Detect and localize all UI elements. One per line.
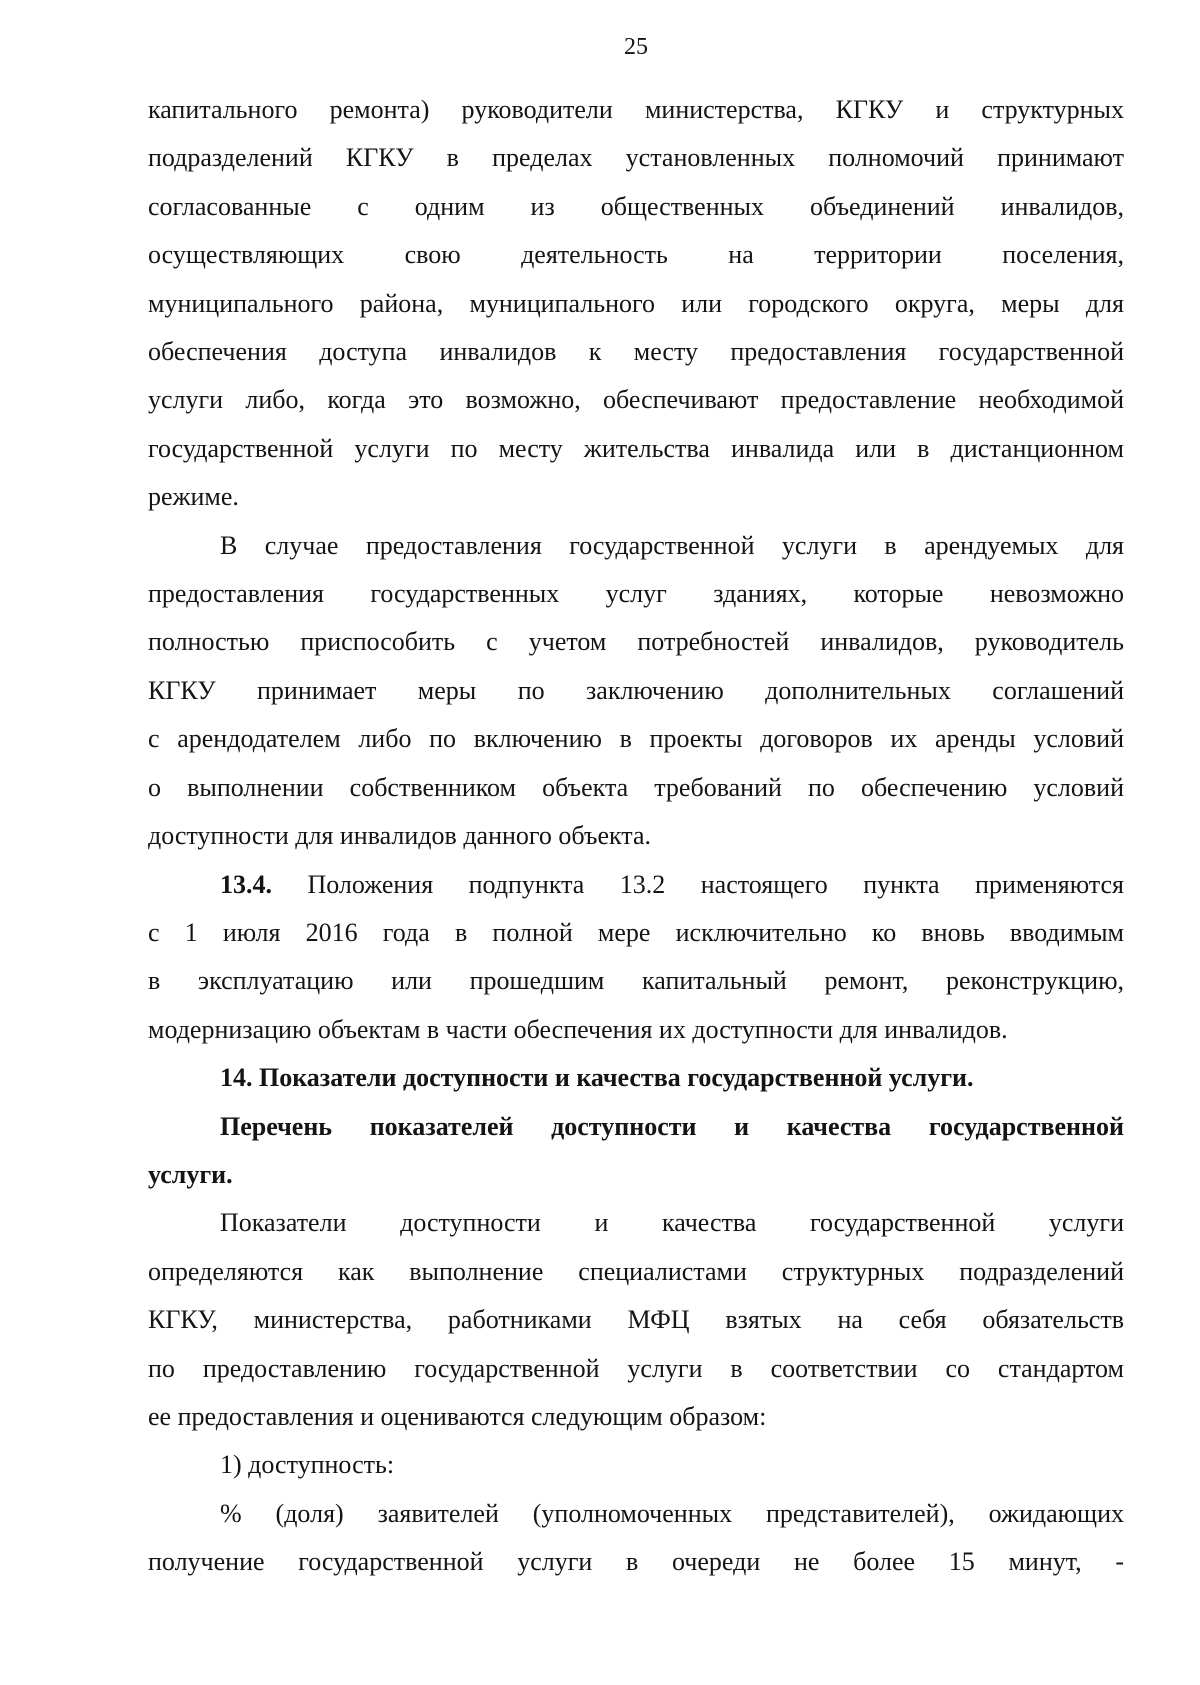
text-line: ее предоставления и оцениваются следующим образом: — [148, 1401, 767, 1431]
paragraph-queue-share — [148, 1490, 1124, 1587]
text-line: Показатели доступности и качества государственной услуги — [220, 1208, 1124, 1238]
text-line: % (доля) заявителей (уполномоченных представителей), ожидающих — [220, 1498, 1124, 1528]
list-item-accessibility: 1) доступность: — [220, 1450, 395, 1480]
text-line: в эксплуатацию или прошедшим капитальный ремонт, реконструкцию, — [148, 966, 1124, 996]
text-line: режиме. — [148, 482, 239, 512]
text-line: с арендодателем либо по включению в проекты договоров их аренды условий — [148, 724, 1124, 754]
text-segment: Положения подпункта 13.2 настоящего пункта применяются — [307, 869, 1124, 899]
text-line: муниципального района, муниципального или городского округа, меры для — [148, 288, 1124, 318]
text-line: модернизацию объектам в части обеспечения их доступности для инвалидов. — [148, 1014, 1008, 1044]
paragraph-rented-buildings — [148, 522, 1124, 861]
text-line: КГКУ принимает меры по заключению дополнительных соглашений — [148, 675, 1124, 705]
text-line: с 1 июля 2016 года в полной мере исключительно ко вновь вводимым — [148, 917, 1124, 947]
subheading-indicators-list — [148, 1103, 1124, 1200]
text-line: услуги. — [148, 1159, 233, 1189]
paragraph-indicators-definition — [148, 1199, 1124, 1441]
item-number: 13.4. — [220, 869, 272, 899]
text-line: услуги либо, когда это возможно, обеспечивают предоставление необходимой — [148, 385, 1124, 415]
page-number: 25 — [624, 34, 648, 60]
text-line: о выполнении собственником объекта требований по обеспечению условий — [148, 772, 1124, 802]
text-line: определяются как выполнение специалистами структурных подразделений — [148, 1256, 1124, 1286]
text-line: доступности для инвалидов данного объекта. — [148, 821, 652, 851]
text-line: предоставления государственных услуг зданиях, которые невозможно — [148, 579, 1124, 609]
text-line: осуществляющих свою деятельность на территории поселения, — [148, 240, 1124, 270]
text-line: КГКУ, министерства, работниками МФЦ взятых на себя обязательств — [148, 1305, 1124, 1335]
text-line: государственной услуги по месту жительства инвалида или в дистанционном — [148, 433, 1124, 463]
text-line: Перечень показателей доступности и качества государственной — [220, 1111, 1124, 1141]
paragraph-accessibility-measures — [148, 86, 1124, 522]
text-line — [148, 861, 1124, 909]
text-line: полностью приспособить с учетом потребностей инвалидов, руководитель — [148, 627, 1124, 657]
paragraph-13-4 — [148, 861, 1124, 1055]
text-line: согласованные с одним из общественных объединений инвалидов, — [148, 191, 1124, 221]
text-line: В случае предоставления государственной услуги в арендуемых для — [220, 530, 1124, 560]
text-line: подразделений КГКУ в пределах установленных полномочий принимают — [148, 143, 1124, 173]
document-body — [148, 86, 1124, 1587]
section-heading-14: 14. Показатели доступности и качества государственной услуги. — [220, 1063, 974, 1093]
text-line: капитального ремонта) руководители министерства, КГКУ и структурных — [148, 95, 1124, 124]
text-line: получение государственной услуги в очереди не более 15 минут, - — [148, 1547, 1124, 1577]
text-line: обеспечения доступа инвалидов к месту предоставления государственной — [148, 337, 1124, 367]
text-line: по предоставлению государственной услуги в соответствии со стандартом — [148, 1353, 1124, 1383]
